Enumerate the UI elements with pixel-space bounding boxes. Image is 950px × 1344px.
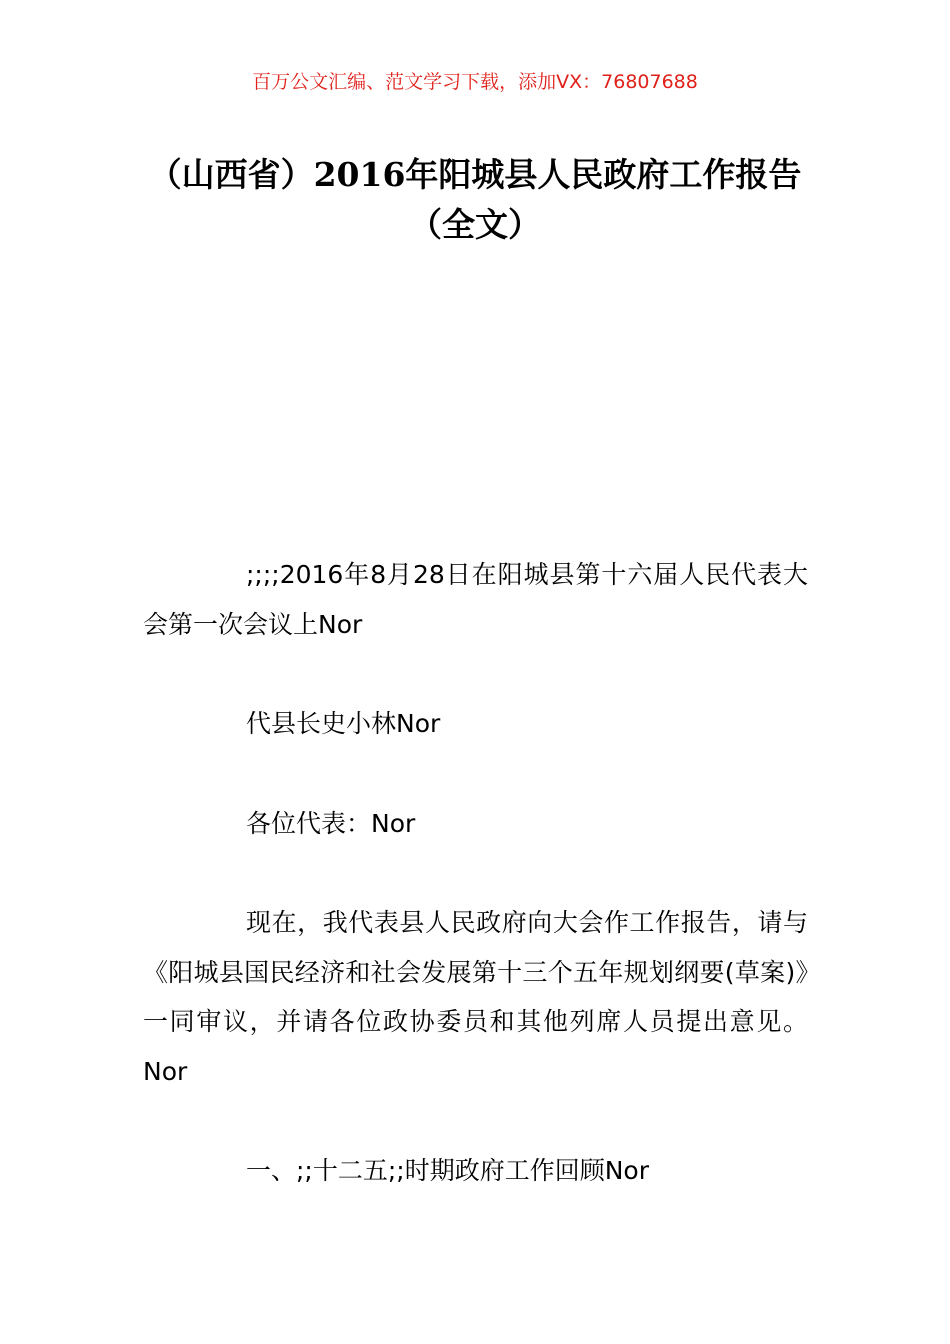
paragraph-section-heading: 一、;;十二五;;时期政府工作回顾Nor — [246, 1156, 649, 1185]
paragraph-speaker: 代县长史小林Nor — [246, 709, 441, 738]
header-watermark-note: 百万公文汇编、范文学习下载，添加VX：76807688 — [252, 71, 698, 93]
document-title: （山西省）2016年阳城县人民政府工作报告（全文） — [148, 155, 802, 244]
paragraph-meeting-info: ;;;;2016年8月28日在阳城县第十六届人民代表大会第一次会议上Nor — [143, 560, 808, 639]
paragraph-salutation: 各位代表：Nor — [246, 808, 416, 838]
paragraph-intro: 现在，我代表县人民政府向大会作工作报告，请与《阳城县国民经济和社会发展第十三个五年规划纲要(草案)》一同审议，并请各位政协委员和其他列席人员提出意见。Nor — [143, 908, 808, 1086]
document-body — [143, 550, 808, 1246]
